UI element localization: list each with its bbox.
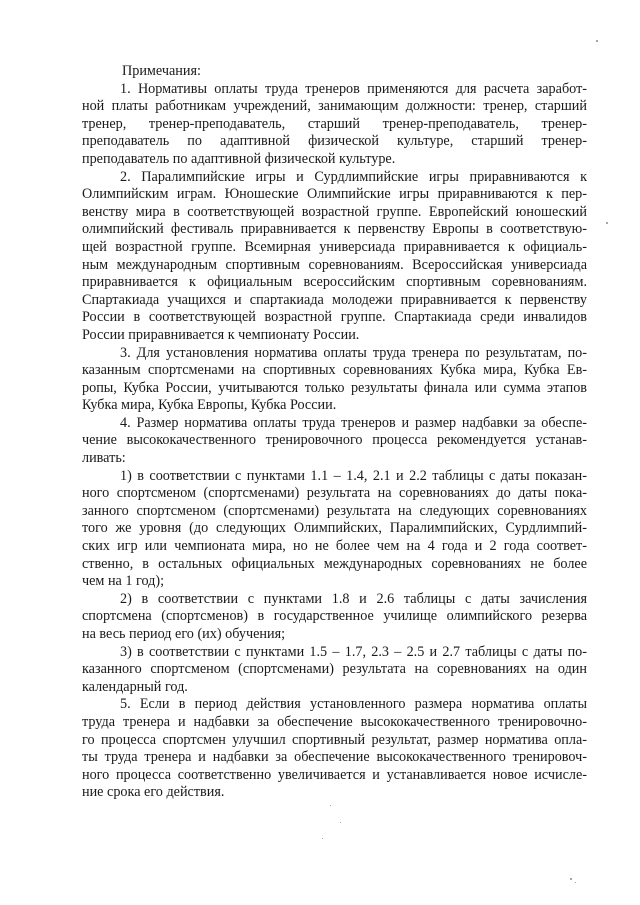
paragraph bbox=[82, 415, 587, 468]
paragraph-line: занного спортсменом (спортсменами) результата на следующих соревнованиях bbox=[82, 502, 587, 519]
paragraph bbox=[82, 591, 587, 644]
paragraph-line: ственно, в остальных официальных международных соревнованиях не более bbox=[82, 555, 587, 572]
scan-speck bbox=[340, 822, 341, 823]
scan-speck bbox=[575, 882, 576, 883]
paragraph bbox=[82, 696, 587, 802]
paragraph-line: Олимпийским играм. Юношеские Олимпийские игры приравниваются к пер- bbox=[82, 186, 587, 203]
paragraph-line: календарный год. bbox=[82, 678, 188, 695]
paragraph-line: Спартакиада учащихся и спартакиада молодежи приравнивается к первенству bbox=[82, 291, 587, 308]
paragraph-line: России приравнивается к чемпионату России. bbox=[82, 326, 360, 343]
paragraph-line: ливать: bbox=[82, 450, 126, 467]
paragraph-line: венству мира в соответствующей возрастной группе. Европейский юношеский bbox=[82, 203, 587, 220]
paragraph-line: тренер, тренер-преподаватель, старший тренер-преподаватель, тренер- bbox=[82, 115, 587, 132]
paragraph-line: России в соответствующей возрастной группе. Спартакиада среди инвалидов bbox=[82, 309, 587, 326]
paragraph-line: казанным спортсменами на спортивных соревнованиях Кубка мира, Кубка Ев- bbox=[82, 362, 587, 379]
paragraph-line: чем на 1 год); bbox=[82, 573, 165, 590]
paragraph-line: 1) в соответствии с пунктами 1.1 – 1.4, 2.1 и 2.2 таблицы с даты показан- bbox=[120, 467, 587, 484]
paragraph-line: на весь период его (их) обучения; bbox=[82, 626, 286, 642]
scan-speck bbox=[570, 878, 572, 880]
scan-speck bbox=[606, 222, 608, 224]
paragraph-line: Кубка мира, Кубка Европы, Кубка России. bbox=[82, 397, 337, 414]
scan-speck bbox=[322, 838, 323, 839]
paragraph-line: преподаватель по адаптивной физической культуре, старший тренер- bbox=[82, 133, 587, 150]
paragraph-line: 1. Нормативы оплаты труда тренеров применяются для расчета заработ- bbox=[120, 80, 587, 97]
scan-speck bbox=[596, 40, 598, 42]
notes-heading: Примечания: bbox=[122, 63, 201, 79]
paragraph-line: 5. Если в период действия установленного размера норматива оплаты bbox=[120, 696, 587, 713]
paragraph-line: того же уровня (до следующих Олимпийских, Паралимпийских, Сурдлимпий- bbox=[82, 520, 587, 537]
paragraph-line: ным международным спортивным соревнованиям. Всероссийская универсиада bbox=[82, 256, 587, 273]
paragraph bbox=[82, 468, 587, 591]
paragraph bbox=[82, 81, 587, 169]
paragraph-line: 2. Паралимпийские игры и Сурдлимпийские игры приравниваются к bbox=[120, 168, 587, 185]
paragraph-line: ты труда тренера и надбавки за обеспечение высококачественного тренировоч- bbox=[82, 749, 587, 766]
paragraph-line: ной платы работникам учреждений, занимающим должности: тренер, старший bbox=[82, 98, 587, 115]
paragraph-line: 3. Для установления норматива оплаты труда тренера по результатам, по- bbox=[120, 344, 587, 361]
paragraph-line: щей возрастной группе. Всемирная универсиада приравнивается к официаль- bbox=[82, 238, 587, 255]
paragraph-line: ного процесса соответственно увеличивается и устанавливается новое исчисле- bbox=[82, 766, 587, 783]
paragraph-line: труда тренера и надбавки за обеспечение высококачественного тренировочно- bbox=[82, 713, 587, 730]
paragraph-line: 4. Размер норматива оплаты труда тренеров и размер надбавки за обеспе- bbox=[120, 414, 587, 431]
paragraphs bbox=[82, 81, 587, 802]
document-body bbox=[82, 63, 587, 802]
paragraph-line: ских игр или чемпионата мира, но не более чем на 4 года и 2 года соответ- bbox=[82, 538, 587, 555]
paragraph-line: ропы, Кубка России, учитываются только результаты финала или сумма этапов bbox=[82, 379, 587, 396]
paragraph-line: олимпийский фестиваль приравнивается к первенству Европы в соответствую- bbox=[82, 221, 587, 238]
paragraph-line: 2) в соответствии с пунктами 1.8 и 2.6 таблицы с даты зачисления bbox=[120, 590, 587, 607]
paragraph-line: преподаватель по адаптивной физической культуре. bbox=[82, 150, 396, 167]
paragraph bbox=[82, 345, 587, 415]
paragraph-line: спортсмена (спортсменов) в государственное училище олимпийского резерва bbox=[82, 608, 587, 625]
paragraph-line: ного спортсменом (спортсменами) результата на соревнованиях до даты пока- bbox=[82, 485, 587, 502]
paragraph-line: ние срока его действия. bbox=[82, 784, 225, 801]
paragraph bbox=[82, 169, 587, 345]
paragraph-line: приравнивается к официальным всероссийским спортивным соревнованиям. bbox=[82, 274, 587, 291]
paragraph-line: 3) в соответствии с пунктами 1.5 – 1.7, 2.3 – 2.5 и 2.7 таблицы с даты по- bbox=[120, 643, 587, 660]
paragraph-line: го процесса спортсмен улучшил спортивный результат, размер норматива опла- bbox=[82, 731, 587, 748]
paragraph bbox=[82, 644, 587, 697]
paragraph-line: казанного спортсменом (спортсменами) результата на соревнованиях на один bbox=[82, 661, 587, 678]
paragraph-line: чение высококачественного тренировочного процесса рекомендуется устанав- bbox=[82, 432, 587, 449]
scan-speck bbox=[330, 805, 331, 806]
